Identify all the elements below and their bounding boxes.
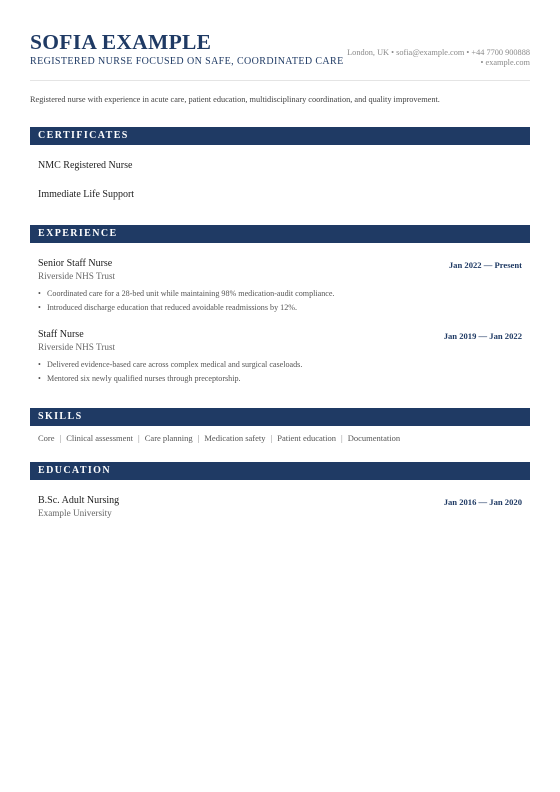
job-employer: Riverside NHS Trust <box>38 271 116 281</box>
skills-heading: SKILLS <box>38 411 83 422</box>
achievement-item: • Mentored six newly qualified nurses through preceptorship. <box>38 372 508 386</box>
certificate-item: Immediate Life Support <box>38 189 135 200</box>
job-achievements <box>38 358 508 385</box>
job-achievements <box>38 287 508 314</box>
education-institution: Example University <box>38 508 112 518</box>
job-title: Senior Staff Nurse <box>38 258 113 269</box>
skill-item: Medication safety <box>204 433 266 443</box>
achievement-item: • Introduced discharge education that reduced avoidable readmissions by 12%. <box>38 301 508 315</box>
certificate-item: NMC Registered Nurse <box>38 160 133 171</box>
education-section-header <box>30 462 530 480</box>
skill-item: Core <box>38 433 55 443</box>
skill-item: Care planning <box>144 433 193 443</box>
contact-line-2: • example.com <box>480 58 530 67</box>
candidate-tagline: REGISTERED NURSE FOCUSED ON SAFE, COORDINATED CARE <box>30 56 344 67</box>
experience-section-header <box>30 225 530 243</box>
certificates-heading: CERTIFICATES <box>38 130 129 141</box>
achievement-item: • Delivered evidence-based care across complex medical and surgical caseloads. <box>38 358 508 372</box>
contact-info <box>300 48 530 68</box>
skill-item: Clinical assessment <box>66 433 134 443</box>
candidate-name: SOFIA EXAMPLE <box>30 30 212 54</box>
header-divider <box>30 80 530 81</box>
skill-item: Documentation <box>347 433 401 443</box>
education-heading: EDUCATION <box>38 465 111 476</box>
skills-section-header <box>30 408 530 426</box>
contact-line-1: London, UK • sofia@example.com • +44 7700 900888 <box>347 48 530 57</box>
skills-list: Core | Clinical assessment | Care planning | Medication safety | Patient education | Documentation <box>38 433 401 443</box>
job-title: Staff Nurse <box>38 329 84 340</box>
education-dates: Jan 2016 — Jan 2020 <box>443 497 522 507</box>
experience-heading: EXPERIENCE <box>38 228 118 239</box>
skill-item: Patient education <box>277 433 336 443</box>
resume-header <box>30 30 530 80</box>
degree-title: B.Sc. Adult Nursing <box>38 495 120 506</box>
job-dates: Jan 2019 — Jan 2022 <box>443 331 522 341</box>
profile-summary: Registered nurse with experience in acute care, patient education, multidisciplinary coordination, and quality improvement. <box>30 95 440 104</box>
certificates-section-header <box>30 127 530 145</box>
job-dates: Jan 2022 — Present <box>448 260 522 270</box>
achievement-item: • Coordinated care for a 28-bed unit while maintaining 98% medication-audit compliance. <box>38 287 508 301</box>
job-employer: Riverside NHS Trust <box>38 342 116 352</box>
